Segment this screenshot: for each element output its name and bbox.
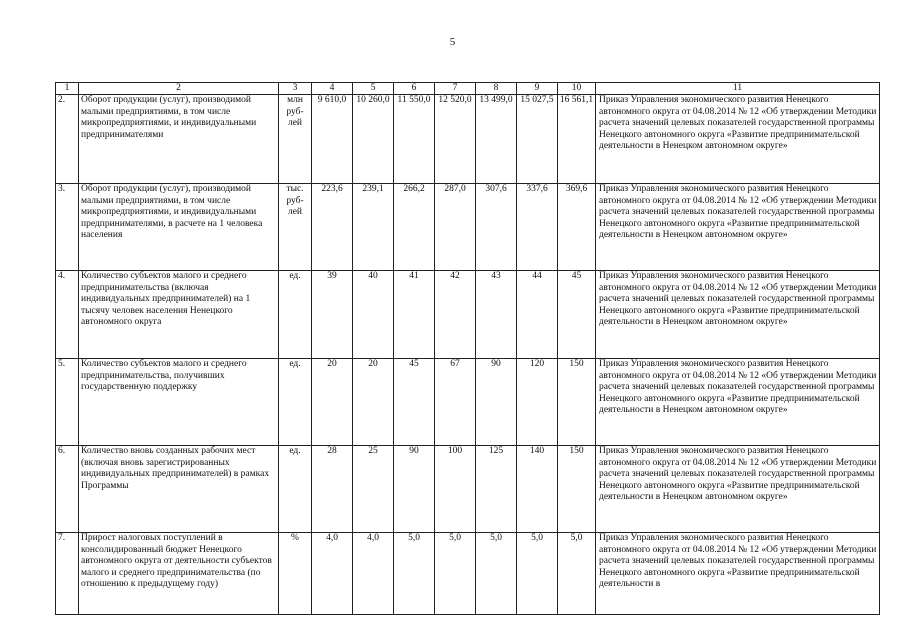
source-cell: Приказ Управления экономического развития Ненецкого автономного округа от 04.08.2014 № 12 «Об утверждении Методики расчета значений целевых показателей государственной программы Ненецкого автономного округа «Развитие предпринимательской деятельности в Ненецком автономном округе»	[596, 271, 880, 359]
header-row	[56, 83, 880, 95]
indicator-name: Количество субъектов малого и среднего предпринимательства, получивших государственную поддержку	[79, 359, 279, 446]
table-row	[56, 271, 880, 359]
unit: ед.	[279, 271, 312, 359]
row-number: 3.	[56, 184, 79, 271]
unit: ед.	[279, 446, 312, 533]
table-row	[56, 533, 880, 615]
value-cell: 43	[476, 271, 517, 359]
value-cell: 140	[517, 446, 558, 533]
table-row	[56, 95, 880, 184]
value-cell: 11 550,0	[394, 95, 435, 184]
value-cell: 41	[394, 271, 435, 359]
table-row	[56, 184, 880, 271]
value-cell: 16 561,1	[558, 95, 596, 184]
value-cell: 42	[435, 271, 476, 359]
value-cell: 5,0	[517, 533, 558, 615]
table-row	[56, 446, 880, 533]
value-cell: 10 260,0	[353, 95, 394, 184]
unit: ед.	[279, 359, 312, 446]
header-cell: 4	[312, 83, 353, 95]
value-cell: 12 520,0	[435, 95, 476, 184]
value-cell: 90	[394, 446, 435, 533]
row-number: 7.	[56, 533, 79, 615]
value-cell: 40	[353, 271, 394, 359]
row-number: 2.	[56, 95, 79, 184]
value-cell: 266,2	[394, 184, 435, 271]
header-cell: 6	[394, 83, 435, 95]
value-cell: 150	[558, 359, 596, 446]
indicator-name: Количество вновь созданных рабочих мест (включая вновь зарегистрированных индивидуальных предпринимателей) в рамках Программы	[79, 446, 279, 533]
table-row	[56, 359, 880, 446]
value-cell: 5,0	[476, 533, 517, 615]
value-cell: 369,6	[558, 184, 596, 271]
value-cell: 100	[435, 446, 476, 533]
value-cell: 25	[353, 446, 394, 533]
value-cell: 45	[558, 271, 596, 359]
unit: %	[279, 533, 312, 615]
value-cell: 20	[353, 359, 394, 446]
value-cell: 20	[312, 359, 353, 446]
header-cell: 9	[517, 83, 558, 95]
source-cell: Приказ Управления экономического развития Ненецкого автономного округа от 04.08.2014 № 12 «Об утверждении Методики расчета значений целевых показателей государственной программы Ненецкого автономного округа «Развитие предпринимательской деятельности в Ненецком автономном округе»	[596, 359, 880, 446]
row-number: 4.	[56, 271, 79, 359]
value-cell: 39	[312, 271, 353, 359]
header-cell: 10	[558, 83, 596, 95]
value-cell: 67	[435, 359, 476, 446]
indicator-name: Оборот продукции (услуг), производимой малыми предприятиями, в том числе микропредприятиями, и индивидуальными предпринимателями	[79, 95, 279, 184]
value-cell: 28	[312, 446, 353, 533]
source-cell: Приказ Управления экономического развития Ненецкого автономного округа от 04.08.2014 № 12 «Об утверждении Методики расчета значений целевых показателей государственной программы Ненецкого автономного округа «Развитие предпринимательской деятельности в Ненецком автономном округе»	[596, 95, 880, 184]
value-cell: 44	[517, 271, 558, 359]
value-cell: 337,6	[517, 184, 558, 271]
header-cell: 5	[353, 83, 394, 95]
indicators-table	[55, 82, 880, 615]
page-number: 5	[449, 36, 456, 48]
value-cell: 307,6	[476, 184, 517, 271]
header-cell: 1	[56, 83, 79, 95]
value-cell: 45	[394, 359, 435, 446]
value-cell: 223,6	[312, 184, 353, 271]
unit: тыс. руб-лей	[279, 184, 312, 271]
value-cell: 125	[476, 446, 517, 533]
value-cell: 5,0	[394, 533, 435, 615]
value-cell: 4,0	[353, 533, 394, 615]
value-cell: 4,0	[312, 533, 353, 615]
row-number: 5.	[56, 359, 79, 446]
value-cell: 5,0	[435, 533, 476, 615]
header-cell: 3	[279, 83, 312, 95]
indicator-name: Прирост налоговых поступлений в консолидированный бюджет Ненецкого автономного округа от деятельности субъектов малого и среднего предпринимательства (по отношению к предыдущему году)	[79, 533, 279, 615]
value-cell: 13 499,0	[476, 95, 517, 184]
header-cell: 2	[79, 83, 279, 95]
indicator-name: Оборот продукции (услуг), производимой малыми предприятиями, в том числе микропредприятиями, и индивидуальными предпринимателями, в расчете на 1 человека населения	[79, 184, 279, 271]
value-cell: 15 027,5	[517, 95, 558, 184]
value-cell: 90	[476, 359, 517, 446]
header-cell: 11	[596, 83, 880, 95]
value-cell: 287,0	[435, 184, 476, 271]
header-cell: 8	[476, 83, 517, 95]
source-cell: Приказ Управления экономического развития Ненецкого автономного округа от 04.08.2014 № 12 «Об утверждении Методики расчета значений целевых показателей государственной программы Ненецкого автономного округа «Развитие предпринимательской деятельности в	[596, 533, 880, 615]
value-cell: 239,1	[353, 184, 394, 271]
header-cell: 7	[435, 83, 476, 95]
value-cell: 5,0	[558, 533, 596, 615]
unit: млн руб-лей	[279, 95, 312, 184]
value-cell: 9 610,0	[312, 95, 353, 184]
value-cell: 150	[558, 446, 596, 533]
indicator-name: Количество субъектов малого и среднего предпринимательства (включая индивидуальных предпринимателей) на 1 тысячу человек населения Ненецкого автономного округа	[79, 271, 279, 359]
source-cell: Приказ Управления экономического развития Ненецкого автономного округа от 04.08.2014 № 12 «Об утверждении Методики расчета значений целевых показателей государственной программы Ненецкого автономного округа «Развитие предпринимательской деятельности в Ненецком автономном округе»	[596, 446, 880, 533]
row-number: 6.	[56, 446, 79, 533]
source-cell: Приказ Управления экономического развития Ненецкого автономного округа от 04.08.2014 № 12 «Об утверждении Методики расчета значений целевых показателей государственной программы Ненецкого автономного округа «Развитие предпринимательской деятельности в Ненецком автономном округе»	[596, 184, 880, 271]
value-cell: 120	[517, 359, 558, 446]
